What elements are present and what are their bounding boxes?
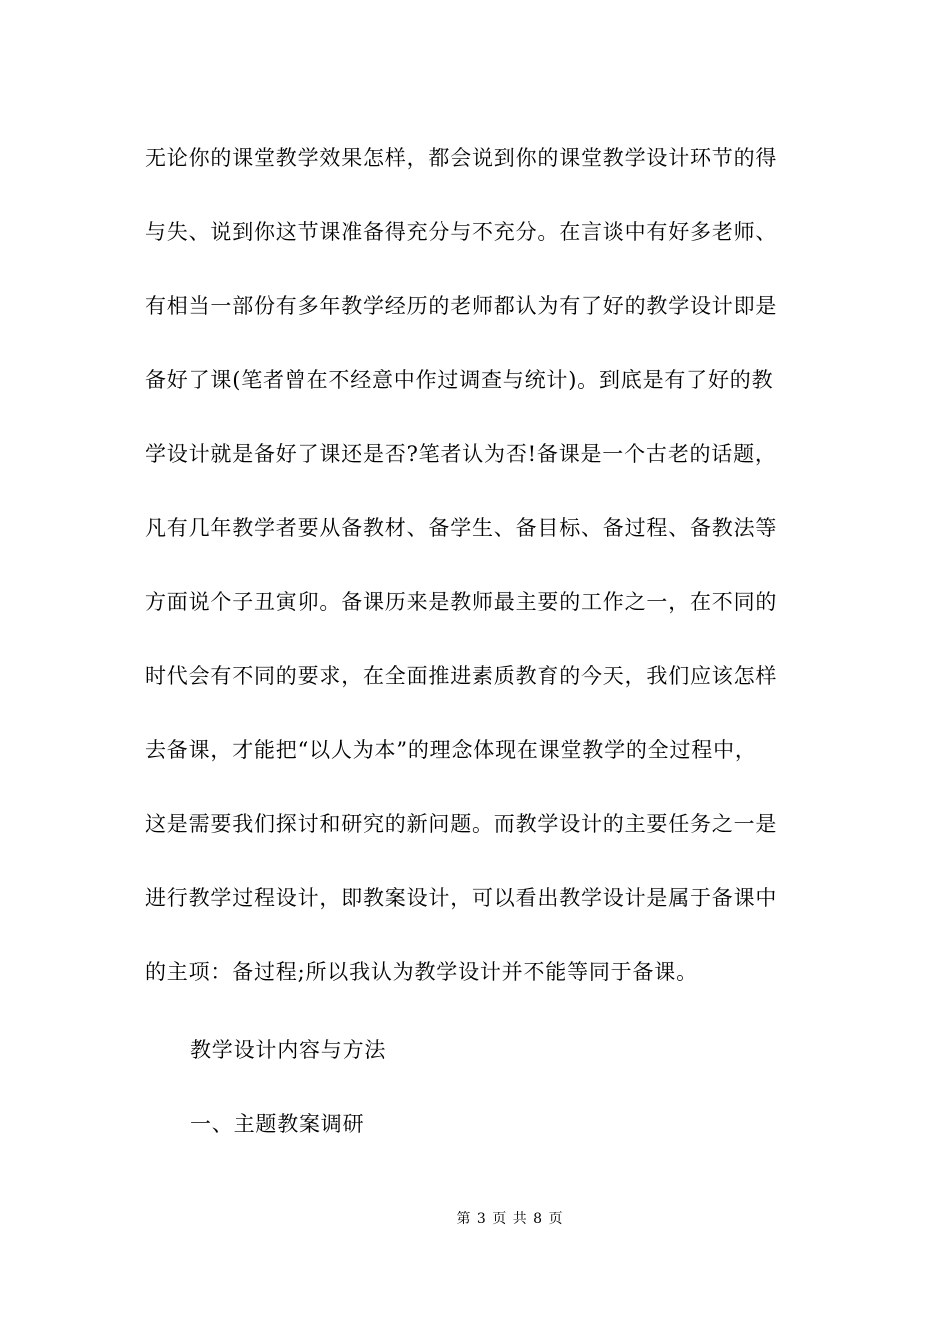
paragraph-line: 有相当一部份有多年教学经历的老师都认为有了好的教学设计即是 [145, 294, 778, 318]
paragraph-line: 方面说个子丑寅卯。备课历来是教师最主要的工作之一，在不同的 [145, 590, 778, 614]
section-heading: 教学设计内容与方法 [190, 1038, 387, 1062]
paragraph-line: 备好了课(笔者曾在不经意中作过调查与统计)。到底是有了好的教 [145, 368, 774, 392]
paragraph-line: 去备课，才能把“以人为本”的理念体现在课堂教学的全过程中， [145, 738, 757, 762]
paragraph-line: 与失、说到你这节课准备得充分与不充分。在言谈中有好多老师、 [145, 220, 778, 244]
paragraph-line: 凡有几年教学者要从备教材、备学生、备目标、备过程、备教法等 [145, 516, 778, 540]
paragraph-line: 进行教学过程设计，即教案设计，可以看出教学设计是属于备课中 [145, 886, 778, 910]
subsection-heading: 一、主题教案调研 [190, 1112, 365, 1136]
page-number-footer: 第 3 页 共 8 页 [456, 1211, 564, 1227]
paragraph-line: 无论你的课堂教学效果怎样，都会说到你的课堂教学设计环节的得 [145, 146, 778, 170]
paragraph-line: 时代会有不同的要求，在全面推进素质教育的今天，我们应该怎样 [145, 664, 778, 688]
body-paragraph [145, 132, 807, 1020]
paragraph-line: 这是需要我们探讨和研究的新问题。而教学设计的主要任务之一是 [145, 812, 778, 836]
paragraph-line: 的主项：备过程;所以我认为教学设计并不能等同于备课。 [145, 960, 698, 984]
paragraph-line: 学设计就是备好了课还是否?笔者认为否!备课是一个古老的话题， [145, 442, 777, 466]
